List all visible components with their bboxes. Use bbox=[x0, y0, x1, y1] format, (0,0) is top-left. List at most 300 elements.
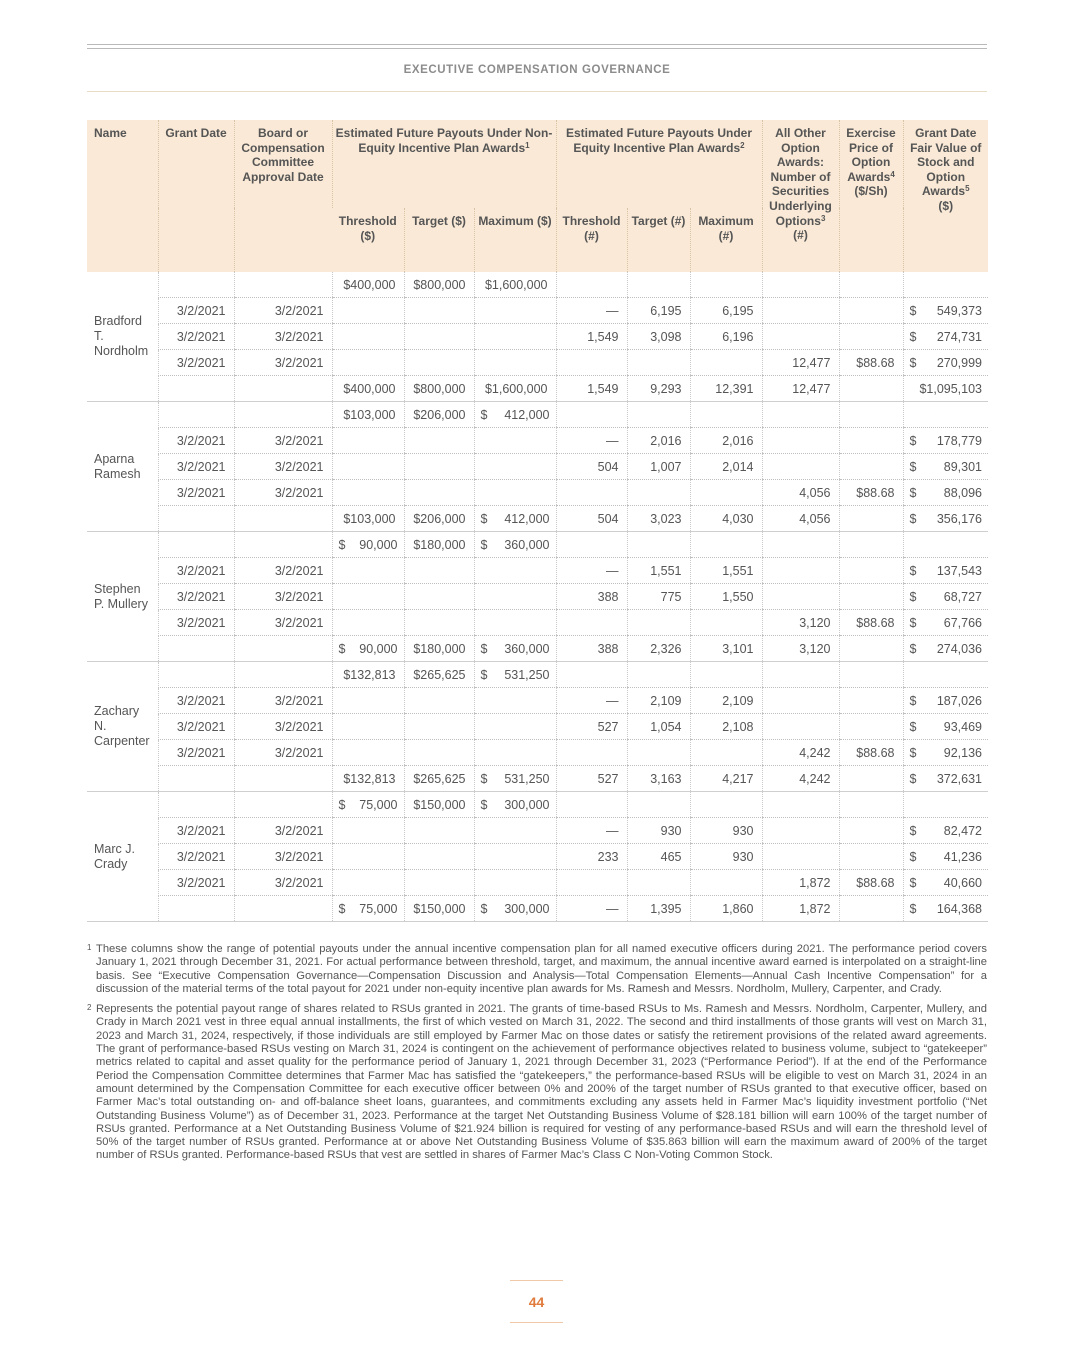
exercise-cell bbox=[839, 844, 903, 870]
currency-symbol: $ bbox=[480, 901, 488, 916]
ne-threshold-cell: $132,813 bbox=[332, 662, 404, 688]
col-header-exercise-price: Exercise Price of Option Awards$^4$ ($/Sh) bbox=[839, 120, 903, 272]
eq-maximum-cell: 6,195 bbox=[690, 298, 762, 324]
ne-maximum-cell bbox=[474, 870, 556, 896]
exercise-cell bbox=[839, 896, 903, 922]
eq-threshold-cell bbox=[556, 792, 627, 818]
options-cell: 4,056 bbox=[762, 480, 839, 506]
ne-target-cell bbox=[404, 688, 474, 714]
eq-maximum-cell: 1,860 bbox=[690, 896, 762, 922]
col-header-ne-target: Target ($) bbox=[404, 208, 474, 272]
eq-maximum-cell bbox=[690, 662, 762, 688]
table-row bbox=[87, 558, 988, 584]
currency-symbol: $ bbox=[909, 849, 917, 864]
eq-target-cell: 9,293 bbox=[627, 376, 690, 402]
officer-name: Bradford T. Nordholm bbox=[87, 272, 158, 402]
eq-maximum-cell: 2,109 bbox=[690, 688, 762, 714]
eq-threshold-cell: — bbox=[556, 688, 627, 714]
grant-date-cell: 3/2/2021 bbox=[158, 844, 234, 870]
ne-maximum-cell bbox=[474, 558, 556, 584]
grant-fair-value-cell bbox=[903, 350, 988, 376]
grant-date-cell: 3/2/2021 bbox=[158, 818, 234, 844]
amount: 75,000 bbox=[359, 797, 398, 812]
amount: 93,469 bbox=[943, 719, 982, 734]
eq-maximum-cell bbox=[690, 610, 762, 636]
ne-target-cell bbox=[404, 818, 474, 844]
amount: 300,000 bbox=[504, 797, 550, 812]
approval-date-cell: 3/2/2021 bbox=[234, 870, 332, 896]
ne-target-cell bbox=[404, 428, 474, 454]
grant-date-cell bbox=[158, 506, 234, 532]
ne-threshold-cell bbox=[332, 454, 404, 480]
eq-target-cell: 2,109 bbox=[627, 688, 690, 714]
eq-threshold-cell: — bbox=[556, 558, 627, 584]
grant-date-cell: 3/2/2021 bbox=[158, 584, 234, 610]
exercise-cell bbox=[839, 584, 903, 610]
ne-target-cell: $800,000 bbox=[404, 272, 474, 298]
options-cell bbox=[762, 818, 839, 844]
currency-symbol: $ bbox=[909, 745, 917, 760]
eq-threshold-cell: 504 bbox=[556, 454, 627, 480]
amount: 270,999 bbox=[936, 355, 982, 370]
ne-target-cell: $265,625 bbox=[404, 662, 474, 688]
ne-threshold-cell bbox=[332, 532, 404, 558]
amount: 68,727 bbox=[943, 589, 982, 604]
eq-threshold-cell: — bbox=[556, 896, 627, 922]
approval-date-cell bbox=[234, 766, 332, 792]
ne-maximum-cell bbox=[474, 480, 556, 506]
currency-symbol: $ bbox=[480, 771, 488, 786]
options-cell bbox=[762, 844, 839, 870]
ne-maximum-cell bbox=[474, 506, 556, 532]
grant-fair-value-cell bbox=[903, 584, 988, 610]
exercise-cell: $88.68 bbox=[839, 870, 903, 896]
approval-date-cell: 3/2/2021 bbox=[234, 454, 332, 480]
options-cell: 4,242 bbox=[762, 740, 839, 766]
exercise-cell bbox=[839, 532, 903, 558]
ne-target-cell bbox=[404, 324, 474, 350]
eq-threshold-cell bbox=[556, 402, 627, 428]
eq-target-cell bbox=[627, 870, 690, 896]
amount: 41,236 bbox=[943, 849, 982, 864]
grant-date-cell: 3/2/2021 bbox=[158, 610, 234, 636]
options-cell bbox=[762, 662, 839, 688]
currency-symbol: $ bbox=[909, 719, 917, 734]
ne-target-cell: $150,000 bbox=[404, 896, 474, 922]
grant-date-cell: 3/2/2021 bbox=[158, 298, 234, 324]
currency-symbol: $ bbox=[480, 511, 488, 526]
amount: $1,095,103 bbox=[919, 381, 982, 396]
eq-maximum-cell: 4,217 bbox=[690, 766, 762, 792]
ne-maximum-cell bbox=[474, 636, 556, 662]
amount: 137,543 bbox=[936, 563, 982, 578]
grant-date-cell: 3/2/2021 bbox=[158, 688, 234, 714]
ne-maximum-cell: $1,600,000 bbox=[474, 272, 556, 298]
currency-symbol: $ bbox=[909, 589, 917, 604]
approval-date-cell: 3/2/2021 bbox=[234, 480, 332, 506]
eq-threshold-cell bbox=[556, 480, 627, 506]
eq-maximum-cell: 3,101 bbox=[690, 636, 762, 662]
ne-target-cell: $180,000 bbox=[404, 636, 474, 662]
eq-maximum-cell bbox=[690, 350, 762, 376]
currency-symbol: $ bbox=[909, 303, 917, 318]
eq-target-cell: 1,551 bbox=[627, 558, 690, 584]
eq-target-cell bbox=[627, 610, 690, 636]
amount: 164,368 bbox=[936, 901, 982, 916]
table-row bbox=[87, 532, 988, 558]
eq-maximum-cell: 12,391 bbox=[690, 376, 762, 402]
amount: 274,036 bbox=[936, 641, 982, 656]
approval-date-cell: 3/2/2021 bbox=[234, 714, 332, 740]
ne-threshold-cell bbox=[332, 558, 404, 584]
amount: 67,766 bbox=[943, 615, 982, 630]
eq-maximum-cell bbox=[690, 532, 762, 558]
eq-maximum-cell: 930 bbox=[690, 818, 762, 844]
table-row bbox=[87, 610, 988, 636]
eq-target-cell: 6,195 bbox=[627, 298, 690, 324]
table-row bbox=[87, 584, 988, 610]
eq-target-cell bbox=[627, 350, 690, 376]
ne-maximum-cell bbox=[474, 662, 556, 688]
exercise-cell bbox=[839, 662, 903, 688]
amount: 178,779 bbox=[936, 433, 982, 448]
approval-date-cell bbox=[234, 506, 332, 532]
eq-maximum-cell: 4,030 bbox=[690, 506, 762, 532]
table-row bbox=[87, 818, 988, 844]
eq-target-cell: 1,007 bbox=[627, 454, 690, 480]
top-rule-double bbox=[87, 48, 987, 49]
exercise-cell bbox=[839, 454, 903, 480]
currency-symbol: $ bbox=[909, 563, 917, 578]
eq-threshold-cell bbox=[556, 662, 627, 688]
amount: 75,000 bbox=[359, 901, 398, 916]
approval-date-cell: 3/2/2021 bbox=[234, 610, 332, 636]
col-header-grant-date: Grant Date bbox=[158, 120, 234, 272]
amount: 90,000 bbox=[359, 641, 398, 656]
table-row bbox=[87, 636, 988, 662]
ne-target-cell bbox=[404, 740, 474, 766]
amount: 372,631 bbox=[936, 771, 982, 786]
ne-target-cell bbox=[404, 610, 474, 636]
approval-date-cell bbox=[234, 402, 332, 428]
col-header-grant-fair-value: Grant Date Fair Value of Stock and Option Awards$^5$ ($) bbox=[903, 120, 988, 272]
ne-target-cell bbox=[404, 350, 474, 376]
eq-target-cell bbox=[627, 740, 690, 766]
grant-fair-value-cell bbox=[903, 376, 988, 402]
amount: 412,000 bbox=[504, 407, 550, 422]
options-cell bbox=[762, 792, 839, 818]
approval-date-cell: 3/2/2021 bbox=[234, 818, 332, 844]
amount: 360,000 bbox=[504, 641, 550, 656]
grant-fair-value-cell bbox=[903, 662, 988, 688]
exercise-cell bbox=[839, 376, 903, 402]
currency-symbol: $ bbox=[909, 485, 917, 500]
options-cell bbox=[762, 272, 839, 298]
options-cell bbox=[762, 532, 839, 558]
col-header-ne-maximum: Maximum ($) bbox=[474, 208, 556, 272]
ne-target-cell bbox=[404, 584, 474, 610]
options-cell bbox=[762, 428, 839, 454]
approval-date-cell: 3/2/2021 bbox=[234, 350, 332, 376]
amount: 90,000 bbox=[359, 537, 398, 552]
officer-name: Stephen P. Mullery bbox=[87, 532, 158, 662]
table-row bbox=[87, 428, 988, 454]
approval-date-cell bbox=[234, 636, 332, 662]
amount: 88,096 bbox=[943, 485, 982, 500]
eq-target-cell bbox=[627, 272, 690, 298]
ne-target-cell: $265,625 bbox=[404, 766, 474, 792]
ne-threshold-cell bbox=[332, 896, 404, 922]
ne-target-cell: $206,000 bbox=[404, 506, 474, 532]
ne-threshold-cell bbox=[332, 844, 404, 870]
currency-symbol: $ bbox=[480, 641, 488, 656]
exercise-cell bbox=[839, 428, 903, 454]
options-cell bbox=[762, 688, 839, 714]
ne-threshold-cell: $400,000 bbox=[332, 376, 404, 402]
approval-date-cell: 3/2/2021 bbox=[234, 844, 332, 870]
eq-target-cell bbox=[627, 402, 690, 428]
eq-threshold-cell bbox=[556, 610, 627, 636]
grant-date-cell: 3/2/2021 bbox=[158, 428, 234, 454]
options-cell: 12,477 bbox=[762, 376, 839, 402]
ne-maximum-cell bbox=[474, 766, 556, 792]
exercise-cell bbox=[839, 506, 903, 532]
col-header-option-awards: All Other Option Awards: Number of Securities Underlying Options$^3$ (#) bbox=[762, 120, 839, 272]
exercise-cell bbox=[839, 272, 903, 298]
options-cell bbox=[762, 324, 839, 350]
grant-fair-value-cell bbox=[903, 870, 988, 896]
exercise-cell: $88.68 bbox=[839, 480, 903, 506]
grant-date-cell: 3/2/2021 bbox=[158, 714, 234, 740]
options-cell: 4,242 bbox=[762, 766, 839, 792]
exercise-cell: $88.68 bbox=[839, 350, 903, 376]
ne-threshold-cell bbox=[332, 480, 404, 506]
eq-maximum-cell bbox=[690, 402, 762, 428]
grant-fair-value-cell bbox=[903, 428, 988, 454]
grant-date-cell bbox=[158, 636, 234, 662]
amount: 89,301 bbox=[943, 459, 982, 474]
ne-maximum-cell bbox=[474, 688, 556, 714]
ne-threshold-cell: $103,000 bbox=[332, 506, 404, 532]
eq-maximum-cell: 2,108 bbox=[690, 714, 762, 740]
currency-symbol: $ bbox=[909, 615, 917, 630]
ne-maximum-cell bbox=[474, 844, 556, 870]
eq-target-cell: 775 bbox=[627, 584, 690, 610]
ne-target-cell bbox=[404, 454, 474, 480]
grant-fair-value-cell bbox=[903, 272, 988, 298]
eq-target-cell bbox=[627, 532, 690, 558]
ne-target-cell bbox=[404, 844, 474, 870]
approval-date-cell: 3/2/2021 bbox=[234, 324, 332, 350]
ne-maximum-cell bbox=[474, 428, 556, 454]
ne-maximum-cell bbox=[474, 402, 556, 428]
section-title: EXECUTIVE COMPENSATION GOVERNANCE bbox=[403, 64, 671, 76]
footnote-2: 2 Represents the potential payout range of shares related to RSUs granted in 2021. The grants of time-based RSUs to Ms. Ramesh and Messrs. Nordholm, Carpenter, Mullery, and Crady in March 2021 vest in three equal annual installments, the first of which vested on March 31, 2022. The second and third installments of those grants will vest on March 31, 2023 and March 31, 2024, respectively, if those individuals are still employed by Farmer Mac on those dates or satisfy the retirement provisions of the related award agreements. The grant of performance-based RSUs vesting on March 31, 2024 is contingent on the achievement of performance objectives related to business volume, subject to “gatekeeper” metrics related to capital and asset quality for the performance period of January 1, 2021 through December 31, 2023 (“Performance Period”). If at the end of the Performance Period the Compensation Committee determines that Farmer Mac has satisfied the “gatekeepers,” the performance-based RSUs will be eligible to vest on March 31, 2024 in an amount determined by the Compensation Committee for each executive officer between 0% and 200% of the target number of RSUs granted to that executive officer, based on Farmer Mac’s total outstanding on- and off-balance sheet loans, guarantees, and commitments excluding any assets held in Farmer Mac’s liquidity investment portfolio (“Net Outstanding Business Volume”) as of December 31, 2023. Performance at the target Net Outstanding Business Volume of $28.181 billion will earn 100% of the target number of RSUs granted. Performance at a Net Outstanding Business Volume of $21.924 billion is required for vesting of any performance-based RSUs and will earn the threshold level of 50% of the target number of RSUs granted. Performance at or above Net Outstanding Business Volume of $35.863 billion will earn the maximum award of 200% of the target number of RSUs granted. Performance-based RSUs that vest are settled in shares of Farmer Mac’s Class C Non-Voting Common Stock. bbox=[87, 1003, 987, 1162]
amount: 187,026 bbox=[936, 693, 982, 708]
eq-target-cell: 1,395 bbox=[627, 896, 690, 922]
approval-date-cell bbox=[234, 376, 332, 402]
ne-threshold-cell bbox=[332, 688, 404, 714]
approval-date-cell bbox=[234, 662, 332, 688]
section-divider bbox=[87, 91, 987, 92]
group-header-equity: Estimated Future Payouts Under Equity Incentive Plan Awards$^2$ bbox=[556, 120, 762, 208]
grant-date-cell: 3/2/2021 bbox=[158, 350, 234, 376]
amount: 82,472 bbox=[943, 823, 982, 838]
currency-symbol: $ bbox=[480, 537, 488, 552]
currency-symbol: $ bbox=[909, 329, 917, 344]
ne-threshold-cell bbox=[332, 636, 404, 662]
grant-fair-value-cell bbox=[903, 402, 988, 428]
col-header-eq-maximum: Maximum (#) bbox=[690, 208, 762, 272]
amount: 274,731 bbox=[936, 329, 982, 344]
eq-maximum-cell: 6,196 bbox=[690, 324, 762, 350]
table-row bbox=[87, 688, 988, 714]
exercise-cell bbox=[839, 818, 903, 844]
grant-date-cell bbox=[158, 376, 234, 402]
table-row bbox=[87, 766, 988, 792]
top-rule bbox=[87, 44, 987, 45]
approval-date-cell bbox=[234, 272, 332, 298]
ne-threshold-cell bbox=[332, 350, 404, 376]
eq-maximum-cell: 2,016 bbox=[690, 428, 762, 454]
eq-maximum-cell bbox=[690, 272, 762, 298]
ne-threshold-cell bbox=[332, 298, 404, 324]
amount: 40,660 bbox=[943, 875, 982, 890]
table-row bbox=[87, 298, 988, 324]
eq-maximum-cell bbox=[690, 870, 762, 896]
table-row bbox=[87, 454, 988, 480]
eq-target-cell: 3,163 bbox=[627, 766, 690, 792]
exercise-cell: $88.68 bbox=[839, 610, 903, 636]
ne-maximum-cell bbox=[474, 324, 556, 350]
exercise-cell bbox=[839, 558, 903, 584]
grant-fair-value-cell bbox=[903, 818, 988, 844]
table-row bbox=[87, 402, 988, 428]
grant-date-cell: 3/2/2021 bbox=[158, 740, 234, 766]
eq-target-cell: 3,098 bbox=[627, 324, 690, 350]
eq-target-cell: 3,023 bbox=[627, 506, 690, 532]
grant-fair-value-cell bbox=[903, 480, 988, 506]
ne-threshold-cell: $400,000 bbox=[332, 272, 404, 298]
page-number: 44 bbox=[528, 1294, 545, 1310]
ne-target-cell bbox=[404, 480, 474, 506]
grant-date-cell bbox=[158, 272, 234, 298]
currency-symbol: $ bbox=[909, 901, 917, 916]
exercise-cell bbox=[839, 688, 903, 714]
table-row bbox=[87, 350, 988, 376]
currency-symbol: $ bbox=[909, 771, 917, 786]
col-header-eq-target: Target (#) bbox=[627, 208, 690, 272]
currency-symbol: $ bbox=[909, 823, 917, 838]
options-cell: 1,872 bbox=[762, 870, 839, 896]
eq-maximum-cell: 1,550 bbox=[690, 584, 762, 610]
exercise-cell bbox=[839, 298, 903, 324]
approval-date-cell: 3/2/2021 bbox=[234, 584, 332, 610]
eq-threshold-cell: 388 bbox=[556, 584, 627, 610]
options-cell bbox=[762, 584, 839, 610]
ne-target-cell bbox=[404, 558, 474, 584]
options-cell: 4,056 bbox=[762, 506, 839, 532]
currency-symbol: $ bbox=[909, 433, 917, 448]
eq-target-cell: 2,016 bbox=[627, 428, 690, 454]
currency-symbol: $ bbox=[909, 641, 917, 656]
grant-fair-value-cell bbox=[903, 506, 988, 532]
table-row bbox=[87, 896, 988, 922]
currency-symbol: $ bbox=[338, 797, 346, 812]
col-header-ne-threshold: Threshold ($) bbox=[332, 208, 404, 272]
ne-threshold-cell bbox=[332, 792, 404, 818]
col-header-approval-date: Board or Compensation Committee Approval Date bbox=[234, 120, 332, 272]
currency-symbol: $ bbox=[909, 459, 917, 474]
ne-maximum-cell bbox=[474, 818, 556, 844]
grant-fair-value-cell bbox=[903, 558, 988, 584]
options-cell: 3,120 bbox=[762, 636, 839, 662]
ne-maximum-cell bbox=[474, 584, 556, 610]
table-row bbox=[87, 740, 988, 766]
officer-name: Marc J. Crady bbox=[87, 792, 158, 922]
col-header-name: Name bbox=[87, 120, 158, 272]
options-cell bbox=[762, 298, 839, 324]
ne-maximum-cell bbox=[474, 714, 556, 740]
amount: 531,250 bbox=[504, 667, 550, 682]
grant-date-cell bbox=[158, 532, 234, 558]
ne-target-cell: $150,000 bbox=[404, 792, 474, 818]
grant-fair-value-cell bbox=[903, 766, 988, 792]
options-cell bbox=[762, 558, 839, 584]
eq-maximum-cell: 1,551 bbox=[690, 558, 762, 584]
page-number-rule-bottom bbox=[510, 1322, 563, 1323]
grant-date-cell bbox=[158, 402, 234, 428]
grant-fair-value-cell bbox=[903, 844, 988, 870]
footnote-1: 1 These columns show the range of potential payouts under the annual incentive compensation plan for all named executive officers during 2021. The performance period covers January 1, 2021 through December 31, 2021. For actual performance between threshold, target, and maximum, the annual incentive award earned is interpolated on a straight-line basis. See “Executive Compensation Governance—Compensation Discussion and Analysis—Total Compensation Elements—Annual Cash Incentive Compensation” for a discussion of the material terms of the total payout for 2021 under non-equity incentive plan awards for Ms. Ramesh and Messrs. Nordholm, Mullery, Carpenter, and Crady. bbox=[87, 943, 987, 995]
grant-fair-value-cell bbox=[903, 298, 988, 324]
eq-threshold-cell bbox=[556, 740, 627, 766]
currency-symbol: $ bbox=[909, 355, 917, 370]
currency-symbol: $ bbox=[338, 641, 346, 656]
ne-target-cell bbox=[404, 298, 474, 324]
amount: 531,250 bbox=[504, 771, 550, 786]
ne-threshold-cell bbox=[332, 714, 404, 740]
table-row bbox=[87, 480, 988, 506]
eq-target-cell: 465 bbox=[627, 844, 690, 870]
officer-name: Zachary N. Carpenter bbox=[87, 662, 158, 792]
options-cell bbox=[762, 454, 839, 480]
approval-date-cell: 3/2/2021 bbox=[234, 558, 332, 584]
grant-fair-value-cell bbox=[903, 454, 988, 480]
ne-maximum-cell bbox=[474, 610, 556, 636]
table-row bbox=[87, 662, 988, 688]
options-cell bbox=[762, 714, 839, 740]
grant-fair-value-cell bbox=[903, 532, 988, 558]
ne-target-cell: $180,000 bbox=[404, 532, 474, 558]
amount: 412,000 bbox=[504, 511, 550, 526]
ne-maximum-cell: $1,600,000 bbox=[474, 376, 556, 402]
approval-date-cell: 3/2/2021 bbox=[234, 298, 332, 324]
ne-target-cell: $206,000 bbox=[404, 402, 474, 428]
exercise-cell bbox=[839, 324, 903, 350]
ne-threshold-cell bbox=[332, 740, 404, 766]
currency-symbol: $ bbox=[909, 693, 917, 708]
ne-maximum-cell bbox=[474, 350, 556, 376]
approval-date-cell: 3/2/2021 bbox=[234, 740, 332, 766]
grant-fair-value-cell bbox=[903, 610, 988, 636]
eq-maximum-cell bbox=[690, 792, 762, 818]
options-cell: 3,120 bbox=[762, 610, 839, 636]
ne-threshold-cell bbox=[332, 428, 404, 454]
eq-maximum-cell: 930 bbox=[690, 844, 762, 870]
options-cell: 1,872 bbox=[762, 896, 839, 922]
eq-target-cell: 2,326 bbox=[627, 636, 690, 662]
